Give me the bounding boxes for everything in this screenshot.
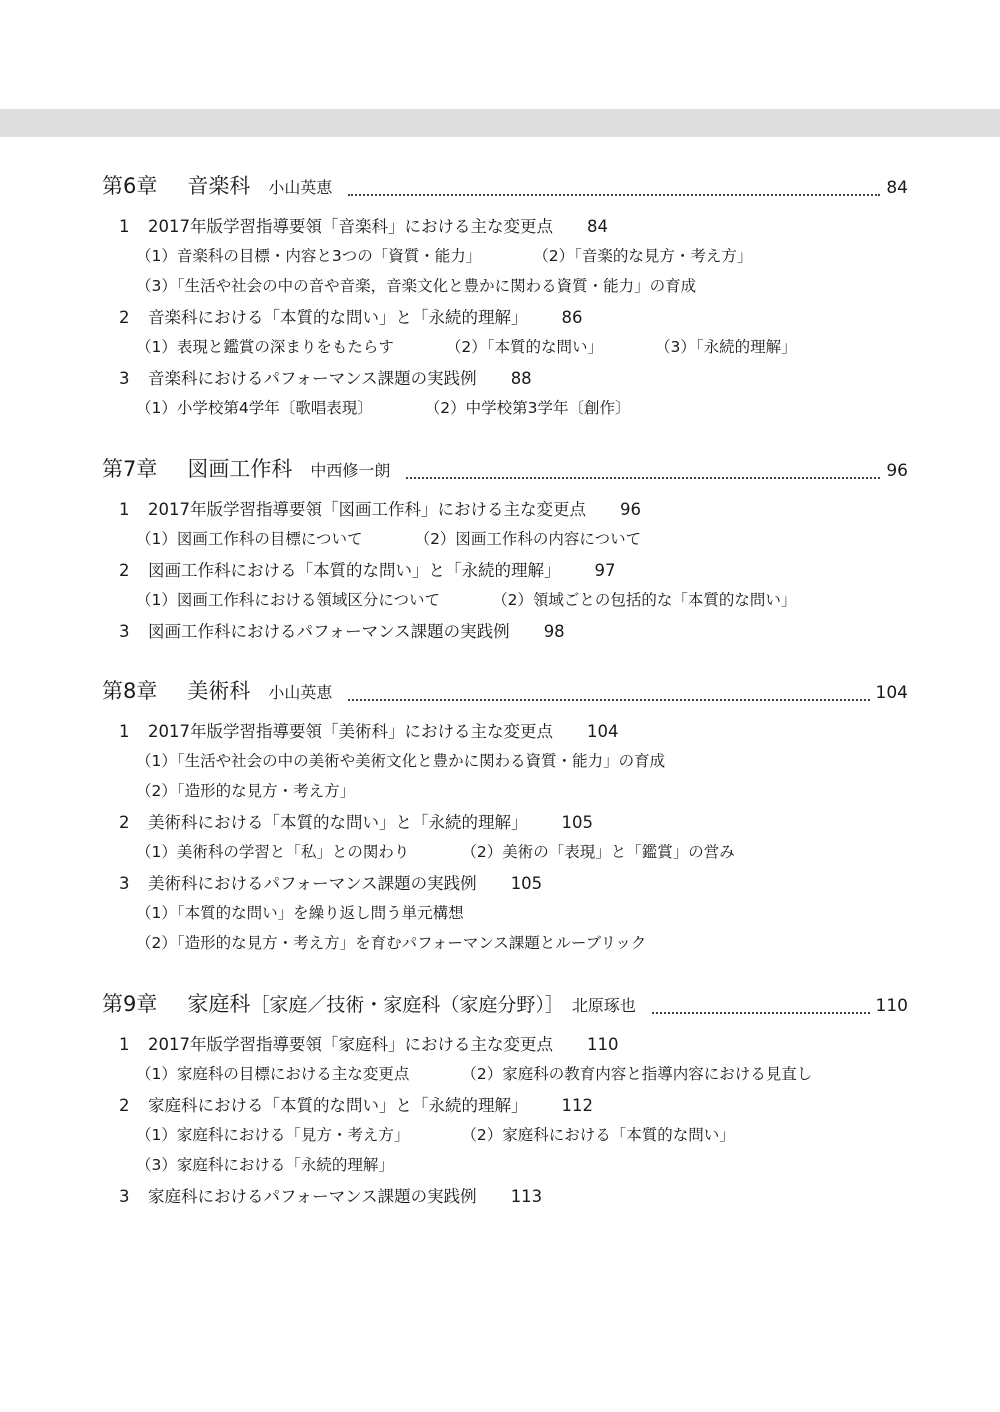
- subsection-item: （1）「本質的な問い」を繰り返し問う単元構想: [136, 904, 464, 922]
- subsection-item: （1）家庭科の目標における主な変更点: [136, 1065, 410, 1083]
- section-title: 音楽科におけるパフォーマンス課題の実践例: [148, 369, 477, 388]
- section-number: 1: [119, 722, 130, 741]
- section-entry[interactable]: [119, 1092, 593, 1116]
- section-entry[interactable]: [119, 496, 641, 520]
- section-number: 1: [119, 217, 130, 236]
- subsection-item: （1）「生活や社会の中の美術や美術文化と豊かに関わる資質・能力」の育成: [136, 752, 666, 770]
- subsection-item: （1）音楽科の目標・内容と3つの「資質・能力」: [136, 247, 482, 265]
- section-number: 2: [119, 813, 130, 832]
- chapter-page: 104: [875, 683, 908, 703]
- section-entry[interactable]: [119, 870, 542, 894]
- chapter-page: 96: [886, 461, 908, 481]
- section-page: 88: [510, 369, 532, 388]
- section-page: 105: [510, 874, 543, 893]
- section-title: 2017年版学習指導要領「美術科」における主な変更点: [148, 722, 553, 741]
- section-entry[interactable]: [119, 304, 583, 328]
- section-entry[interactable]: [119, 365, 532, 389]
- subsection-item: （2）「音楽的な見方・考え方」: [533, 247, 753, 265]
- chapter-author: 北原琢也: [571, 996, 636, 1015]
- section-number: 3: [119, 874, 130, 893]
- chapter-page: 84: [886, 178, 908, 198]
- subsection-item: （2）家庭科における「本質的な問い」: [461, 1126, 735, 1144]
- leader-dots: [348, 698, 869, 701]
- section-title: 美術科におけるパフォーマンス課題の実践例: [148, 874, 477, 893]
- subsection-line[interactable]: [136, 396, 630, 418]
- subsection-line[interactable]: [136, 1123, 735, 1145]
- chapter-title: 図画工作科: [187, 457, 293, 481]
- chapter-number: 第8章: [102, 679, 158, 703]
- chapter-number: 第7章: [102, 457, 158, 481]
- chapter-author: 小山英恵: [268, 178, 333, 197]
- section-number: 1: [119, 1035, 130, 1054]
- section-entry[interactable]: [119, 557, 616, 581]
- chapter-heading[interactable]: [102, 170, 908, 202]
- section-title: 家庭科におけるパフォーマンス課題の実践例: [148, 1187, 477, 1206]
- chapter-subtitle: ［家庭／技術・家庭科（家庭分野）］: [250, 994, 564, 1016]
- chapter-page: 110: [875, 996, 908, 1016]
- subsection-line[interactable]: [136, 840, 735, 862]
- section-entry[interactable]: [119, 718, 619, 742]
- subsection-line[interactable]: [136, 749, 665, 771]
- section-number: 3: [119, 369, 130, 388]
- section-title: 2017年版学習指導要領「家庭科」における主な変更点: [148, 1035, 553, 1054]
- chapter-title: 音楽科: [187, 174, 251, 198]
- section-entry[interactable]: [119, 809, 593, 833]
- subsection-item: （2）領域ごとの包括的な「本質的な問い」: [492, 591, 797, 609]
- subsection-item: （2）「造形的な見方・考え方」を育むパフォーマンス課題とルーブリック: [136, 934, 647, 952]
- subsection-item: （3）「永続的理解」: [655, 338, 797, 356]
- section-number: 2: [119, 1096, 130, 1115]
- chapter-heading[interactable]: [102, 675, 908, 707]
- subsection-line[interactable]: [136, 779, 355, 801]
- subsection-item: （2）美術の「表現」と「鑑賞」の営み: [461, 843, 735, 861]
- subsection-item: （2）中学校第3学年〔創作〕: [424, 399, 631, 417]
- section-title: 2017年版学習指導要領「音楽科」における主な変更点: [148, 217, 553, 236]
- chapter-title: 家庭科: [187, 992, 251, 1016]
- subsection-item: （1）家庭科における「見方・考え方」: [136, 1126, 410, 1144]
- section-page: 97: [594, 561, 616, 580]
- section-number: 2: [119, 561, 130, 580]
- subsection-item: （1）美術科の学習と「私」との関わり: [136, 843, 410, 861]
- section-title: 2017年版学習指導要領「図画工作科」における主な変更点: [148, 500, 586, 519]
- subsection-item: （3）家庭科における「永続的理解」: [136, 1156, 394, 1174]
- subsection-line[interactable]: [136, 588, 796, 610]
- section-page: 104: [587, 722, 619, 741]
- subsection-line[interactable]: [136, 274, 696, 296]
- subsection-line[interactable]: [136, 335, 797, 357]
- subsection-line[interactable]: [136, 1153, 394, 1175]
- section-entry[interactable]: [119, 618, 565, 642]
- leader-dots: [348, 193, 880, 196]
- section-title: 音楽科における「本質的な問い」と「永続的理解」: [148, 308, 528, 327]
- section-page: 105: [561, 813, 593, 832]
- section-number: 3: [119, 622, 130, 641]
- section-entry[interactable]: [119, 213, 608, 237]
- subsection-line[interactable]: [136, 901, 464, 923]
- section-title: 図画工作科における「本質的な問い」と「永続的理解」: [148, 561, 561, 580]
- chapter-heading[interactable]: [102, 988, 908, 1020]
- section-entry[interactable]: [119, 1031, 619, 1055]
- section-number: 3: [119, 1187, 130, 1206]
- subsection-item: （1）小学校第4学年〔歌唱表現〕: [136, 399, 373, 417]
- chapter-heading[interactable]: [102, 453, 908, 485]
- section-title: 家庭科における「本質的な問い」と「永続的理解」: [148, 1096, 528, 1115]
- header-band: [0, 109, 1000, 137]
- leader-dots: [652, 1011, 870, 1014]
- section-number: 1: [119, 500, 130, 519]
- chapter-author: 小山英恵: [268, 683, 333, 702]
- section-page: 96: [620, 500, 641, 519]
- section-page: 113: [510, 1187, 543, 1206]
- subsection-item: （2）図画工作科の内容について: [414, 530, 642, 548]
- section-title: 美術科における「本質的な問い」と「永続的理解」: [148, 813, 528, 832]
- chapter-number: 第6章: [102, 174, 158, 198]
- subsection-item: （2）「造形的な見方・考え方」: [136, 782, 356, 800]
- subsection-item: （2）家庭科の教育内容と指導内容における見直し: [461, 1065, 813, 1083]
- section-page: 110: [587, 1035, 619, 1054]
- section-page: 86: [561, 308, 583, 327]
- section-entry[interactable]: [119, 1183, 542, 1207]
- section-title: 図画工作科におけるパフォーマンス課題の実践例: [148, 622, 510, 641]
- section-page: 112: [561, 1096, 593, 1115]
- section-number: 2: [119, 308, 130, 327]
- subsection-line[interactable]: [136, 244, 752, 266]
- subsection-item: （1）図画工作科の目標について: [136, 530, 363, 548]
- subsection-item: （1）図画工作科における領域区分について: [136, 591, 441, 609]
- subsection-item: （1）表現と鑑賞の深まりをもたらす: [136, 338, 394, 356]
- chapter-author: 中西修一朗: [310, 461, 391, 480]
- subsection-line[interactable]: [136, 931, 646, 953]
- section-page: 98: [543, 622, 565, 641]
- chapter-title: 美術科: [187, 679, 251, 703]
- subsection-item: （2）「本質的な問い」: [445, 338, 603, 356]
- subsection-item: （3）「生活や社会の中の音や音楽，音楽文化と豊かに関わる資質・能力」の育成: [136, 277, 697, 295]
- chapter-number: 第9章: [102, 992, 158, 1016]
- section-page: 84: [587, 217, 608, 236]
- subsection-line[interactable]: [136, 1062, 812, 1084]
- leader-dots: [406, 476, 880, 479]
- subsection-line[interactable]: [136, 527, 641, 549]
